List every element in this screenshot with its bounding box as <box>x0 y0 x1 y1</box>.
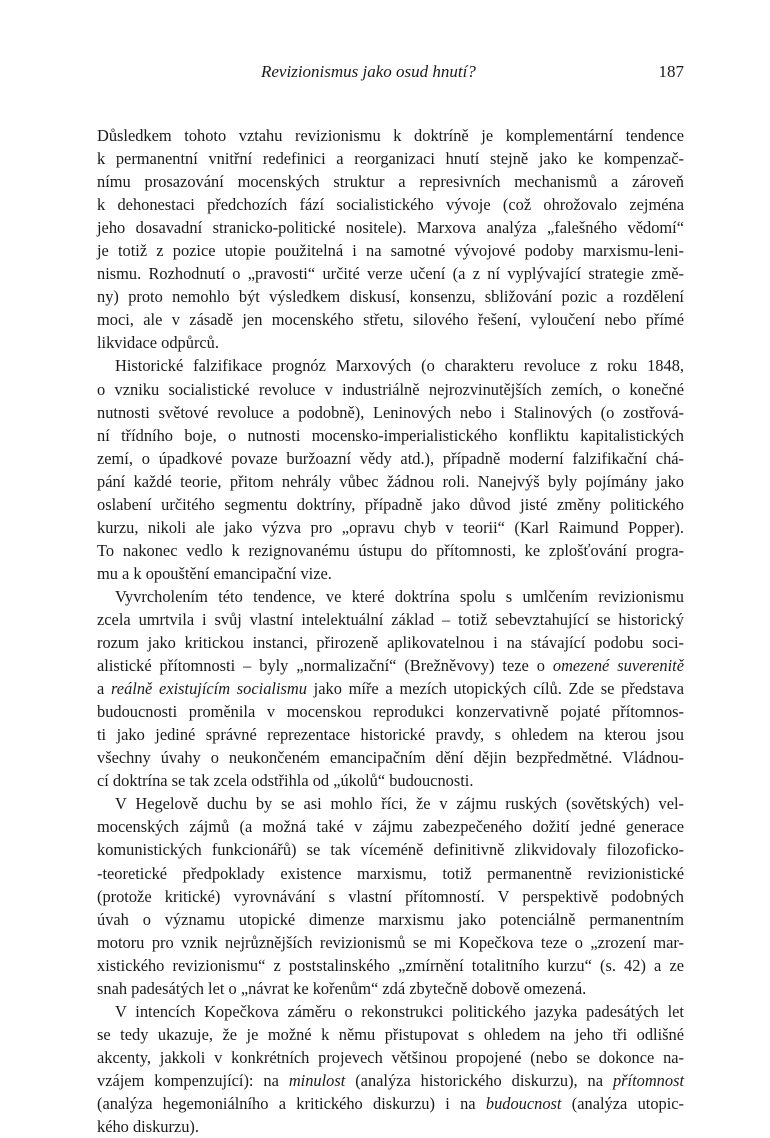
text-line: likvidace odpůrců. <box>97 333 219 353</box>
text-line: nímu prosazování mocenských struktur a represivních mechanismů a zároveň <box>97 172 684 192</box>
italic-term: omezené suverenitě <box>552 656 684 676</box>
text-line: akcenty, jakkoli v konkrétních projevech většinou propojené (nebo se dokonce na- <box>97 1047 684 1067</box>
text-line-italic-mixed: (analýza hegemoniálního a kritického diskurzu) i na budoucnost (analýza utopic- <box>97 1093 685 1113</box>
text-line: rozum jako kritickou instanci, přirozeně aplikovatelnou i na stávající podobu soci- <box>97 633 684 653</box>
body-text <box>97 124 684 1138</box>
text-line: všechny úvahy o neukončeném emancipačním dění dějin bezpředmětné. Vládnou- <box>97 748 684 768</box>
text-line: Důsledkem tohoto vztahu revizionismu k doktríně je komplementární tendence <box>97 126 684 145</box>
italic-term: přítomnost <box>612 1070 685 1090</box>
text-line: kého diskurzu). <box>97 1117 199 1137</box>
text-line: k dehonestaci předchozích fází socialistického vývoje (což ohrožovalo zejména <box>97 195 684 215</box>
text-line: oslabení určitého segmentu doktríny, případně jako důvod jisté změny politického <box>97 494 684 514</box>
text-line: ní třídního boje, o nutnosti mocensko-imperialistického konfliktu kapitalistických <box>97 425 684 445</box>
paragraph-3 <box>97 585 684 792</box>
paragraph-1 <box>97 124 684 354</box>
text-line: motoru pro vznik nejrůznějších revizionismů se mi Kopečkova teze o „zrození mar- <box>97 932 684 952</box>
text-line: cí doktrína se tak zcela odstřihla od „úkolů“ budoucnosti. <box>97 771 474 791</box>
text-line: o vzniku socialistické revoluce v industriálně nejrozvinutějších zemích, o konečné <box>97 379 684 399</box>
text-line: Historické falzifikace prognóz Marxových (o charakteru revoluce z roku 1848, <box>115 356 684 376</box>
text-line: (protože kritické) vyrovnávání s vlastní přítomností. V perspektivě podobných <box>97 886 684 906</box>
text-line: V intencích Kopečkova záměru o rekonstrukci politického jazyka padesátých let <box>115 1001 684 1021</box>
text-line: úvah o významu utopické dimenze marxismu jako potenciálně permanentním <box>97 909 684 929</box>
text-line: moci, ale v zásadě jen mocenského střetu, silového řešení, vyloučení nebo přímé <box>97 310 684 330</box>
text-line: budoucnosti proměnila v mocenskou reprodukci konzervativně pojaté přítomnos- <box>97 702 684 722</box>
text-line-italic-mixed: alistické přítomnosti – byly „normalizační“ (Brežněvovy) teze o omezené suverenitě <box>97 656 684 676</box>
page-number: 187 <box>658 62 684 81</box>
text-line: -teoretické předpoklady existence marxismu, totiž permanentně revizionistické <box>97 863 684 883</box>
text-line-italic-mixed: vzájem kompenzující): na minulost (analýza historického diskurzu), na přítomnost <box>97 1070 685 1090</box>
running-header <box>97 61 684 87</box>
text-line: nismu. Rozhodnutí o „pravosti“ určité verze učení (a z ní vyplývající strategie změ- <box>97 264 684 284</box>
text-line: zemí, o úpadkové povaze buržoazní vědy atd.), případně moderní falzifikační chá- <box>97 448 684 468</box>
text-line: jeho dosavadní stranicko-politické nositele). Marxova analýza „falešného vědomí“ <box>97 218 684 238</box>
paragraph-2 <box>97 354 684 584</box>
text-line: mu a k opouštění emancipační vize. <box>97 563 332 583</box>
text-line: je totiž z pozice utopie použitelná i na samotné vývojové podoby marxismu-leni- <box>97 241 684 261</box>
italic-term: minulost <box>288 1070 346 1090</box>
text-line: komunistických funkcionářů) se tak víceméně definitivně zlikvidovaly filozoficko- <box>97 840 684 860</box>
text-line: nutnosti světové revoluce a podobně), Leninových nebo i Stalinových (o zostřová- <box>97 402 684 422</box>
paragraph-5 <box>97 1000 684 1138</box>
italic-term: reálně existujícím socialismu <box>111 679 307 699</box>
text-line: snah padesátých let o „návrat ke kořenům“ zdá zbytečně dobově omezená. <box>97 978 587 998</box>
text-line: Vyvrcholením této tendence, ve které doktrína spolu s umlčením revizionismu <box>115 586 684 606</box>
text-line: To nakonec vedlo k rezignovanému ústupu do přítomnosti, ke zplošťování progra- <box>97 540 684 560</box>
text-line: ti jako jediné správné reprezentace historické pravdy, s ohledem na kterou jsou <box>97 725 684 745</box>
text-line: V Hegelově duchu by se asi mohlo říci, že v zájmu ruských (sovětských) vel- <box>115 794 684 814</box>
paragraph-4 <box>97 792 684 999</box>
text-line-italic-mixed: a reálně existujícím socialismu jako míře a mezích utopických cílů. Zde se představa <box>97 679 684 699</box>
text-line: ny) proto nemohlo být výsledkem diskusí, konsenzu, sbližování pozic a rozdělení <box>97 287 684 307</box>
text-line: zcela umrtvila i svůj vlastní intelektuální základ – totiž sebevztahující se historický <box>97 609 684 629</box>
running-title: Revizionismus jako osud hnutí? <box>261 62 476 81</box>
text-line: mocenských zájmů (a možná také v zájmu zabezpečeného dožití jedné generace <box>97 817 684 837</box>
text-line: xistického revizionismu“ z poststalinského „zmírnění totalitního kurzu“ (s. 42) a ze <box>97 955 684 975</box>
italic-term: budoucnost <box>485 1093 562 1113</box>
text-line: pání každé teorie, přitom nehrály vůbec žádnou roli. Nanejvýš byly pojímány jako <box>97 471 684 491</box>
text-line: k permanentní vnitřní redefinici a reorganizaci hnutí stejně jako ke kompenzač- <box>97 149 684 169</box>
text-line: se tedy ukazuje, že je možné k němu přistupovat s ohledem na jeho tři odlišné <box>97 1024 684 1044</box>
text-line: kurzu, nikoli ale jako výzva pro „opravu chyb v teorii“ (Karl Raimund Popper). <box>97 517 684 537</box>
